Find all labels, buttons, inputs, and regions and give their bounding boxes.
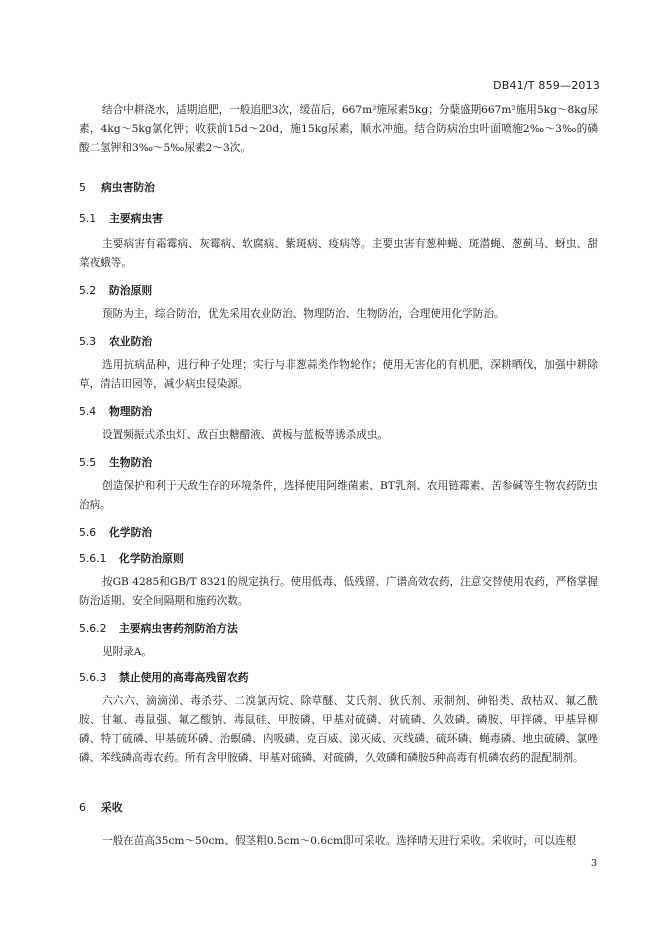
section-number: 5.4 xyxy=(79,405,97,418)
section-5-6-1-text: 按GB 4285和GB/T 8321的规定执行。使用低毒、低残留、广谱高效农药，注意交替使用农药，严格掌握防治适期、安全间隔期和施药次数。 xyxy=(79,576,598,607)
section-title: 病虫害防治 xyxy=(101,181,155,194)
intro-paragraph: 结合中耕浇水，适期追肥，一般追肥3次，缓苗后，667m²施尿素5kg；分蘖盛期667m²施用5kg～8kg尿素，4kg～5kg氯化钾；收获前15d～20d，施15kg尿素，顺水冲施。结合防病治虫叶面喷施2‰～3‰的磷酸二氢钾和3‰～5‰尿素2～3次。 xyxy=(79,104,598,154)
section-5-3-text: 选用抗病品种，进行种子处理；实行与非葱蒜类作物轮作；使用无害化的有机肥，深耕晒伐，加强中耕除草，清洁田园等，减少病虫侵染源。 xyxy=(79,359,598,390)
section-title: 主要病虫害药剂防治方法 xyxy=(119,622,238,635)
section-5-5-heading xyxy=(79,455,152,470)
section-5-6-2-text: 见附录A。 xyxy=(102,646,153,658)
section-number: 5.2 xyxy=(79,284,97,297)
section-title: 生物防治 xyxy=(109,456,153,469)
section-number: 5.6.2 xyxy=(79,622,107,635)
section-5-1-text: 主要病害有霜霉病、灰霉病、软腐病、紫斑病、疫病等。主要虫害有葱种蝇、斑潜蝇、葱蓟马、蚜虫、甜菜夜蛾等。 xyxy=(79,238,598,269)
section-5-6-3-heading xyxy=(79,670,249,685)
section-5-6-2-heading xyxy=(79,621,238,636)
section-title: 禁止使用的高毒高残留农药 xyxy=(119,671,249,684)
section-5-1-heading xyxy=(79,211,163,226)
section-number: 5.5 xyxy=(79,456,97,469)
section-title: 主要病虫害 xyxy=(109,212,163,225)
section-title: 化学防治原则 xyxy=(119,552,184,565)
section-5-3-heading xyxy=(79,334,152,349)
section-5-6-heading xyxy=(79,525,152,540)
section-number: 5.6 xyxy=(79,526,97,539)
page-number: 3 xyxy=(590,858,597,869)
section-title: 农业防治 xyxy=(109,335,153,348)
section-5-4-heading xyxy=(79,404,152,419)
section-title: 防治原则 xyxy=(109,284,153,297)
section-5-6-1-heading xyxy=(79,551,184,566)
section-6-heading xyxy=(79,800,123,815)
section-5-heading xyxy=(79,180,155,195)
section-number: 6 xyxy=(79,801,86,814)
section-number: 5.1 xyxy=(79,212,97,225)
section-title: 物理防治 xyxy=(109,405,153,418)
section-5-4-text: 设置频振式杀虫灯、敌百虫糖醋液、黄板与蓝板等诱杀成虫。 xyxy=(102,429,389,441)
section-5-2-heading xyxy=(79,283,152,298)
section-5-6-3-text: 六六六、滴滴涕、毒杀芬、二溴氯丙烷、除草醚、艾氏剂、狄氏剂、汞制剂、砷铅类、敌枯双、氟乙酰胺、甘氟、毒鼠强、氟乙酸钠、毒鼠硅、甲胺磷、甲基对硫磷、对硫磷、久效磷、磷胺、甲拌磷、甲基异柳磷、特丁硫磷、甲基硫环磷、治螟磷、内吸磷、克百威、涕灭威、灭线磷、硫环磷、蝇毒磷、地虫硫磷、氯唑磷、苯线磷高毒农药。所有含甲胺磷、甲基对硫磷、对硫磷，久效磷和磷胺5种高毒有机磷农药的混配制剂。 xyxy=(79,695,598,764)
document-code: DB41/T 859—2013 xyxy=(493,79,600,92)
section-title: 采收 xyxy=(101,801,123,814)
section-number: 5.6.1 xyxy=(79,552,107,565)
section-6-text: 一般在苗高35cm～50cm、假茎粗0.5cm～0.6cm即可采收。选择晴天进行采收。采收时，可以连根 xyxy=(102,835,577,847)
section-number: 5.6.3 xyxy=(79,671,107,684)
section-5-5-text: 创造保护和利于天敌生存的环境条件，选择使用阿维菌素、BT乳剂、农用链霉素、苦参碱等生物农药防虫治病。 xyxy=(79,480,598,511)
section-number: 5 xyxy=(79,181,86,194)
section-5-2-text: 预防为主，综合防治，优先采用农业防治、物理防治、生物防治，合理使用化学防治。 xyxy=(102,308,505,320)
section-title: 化学防治 xyxy=(109,526,153,539)
section-number: 5.3 xyxy=(79,335,97,348)
